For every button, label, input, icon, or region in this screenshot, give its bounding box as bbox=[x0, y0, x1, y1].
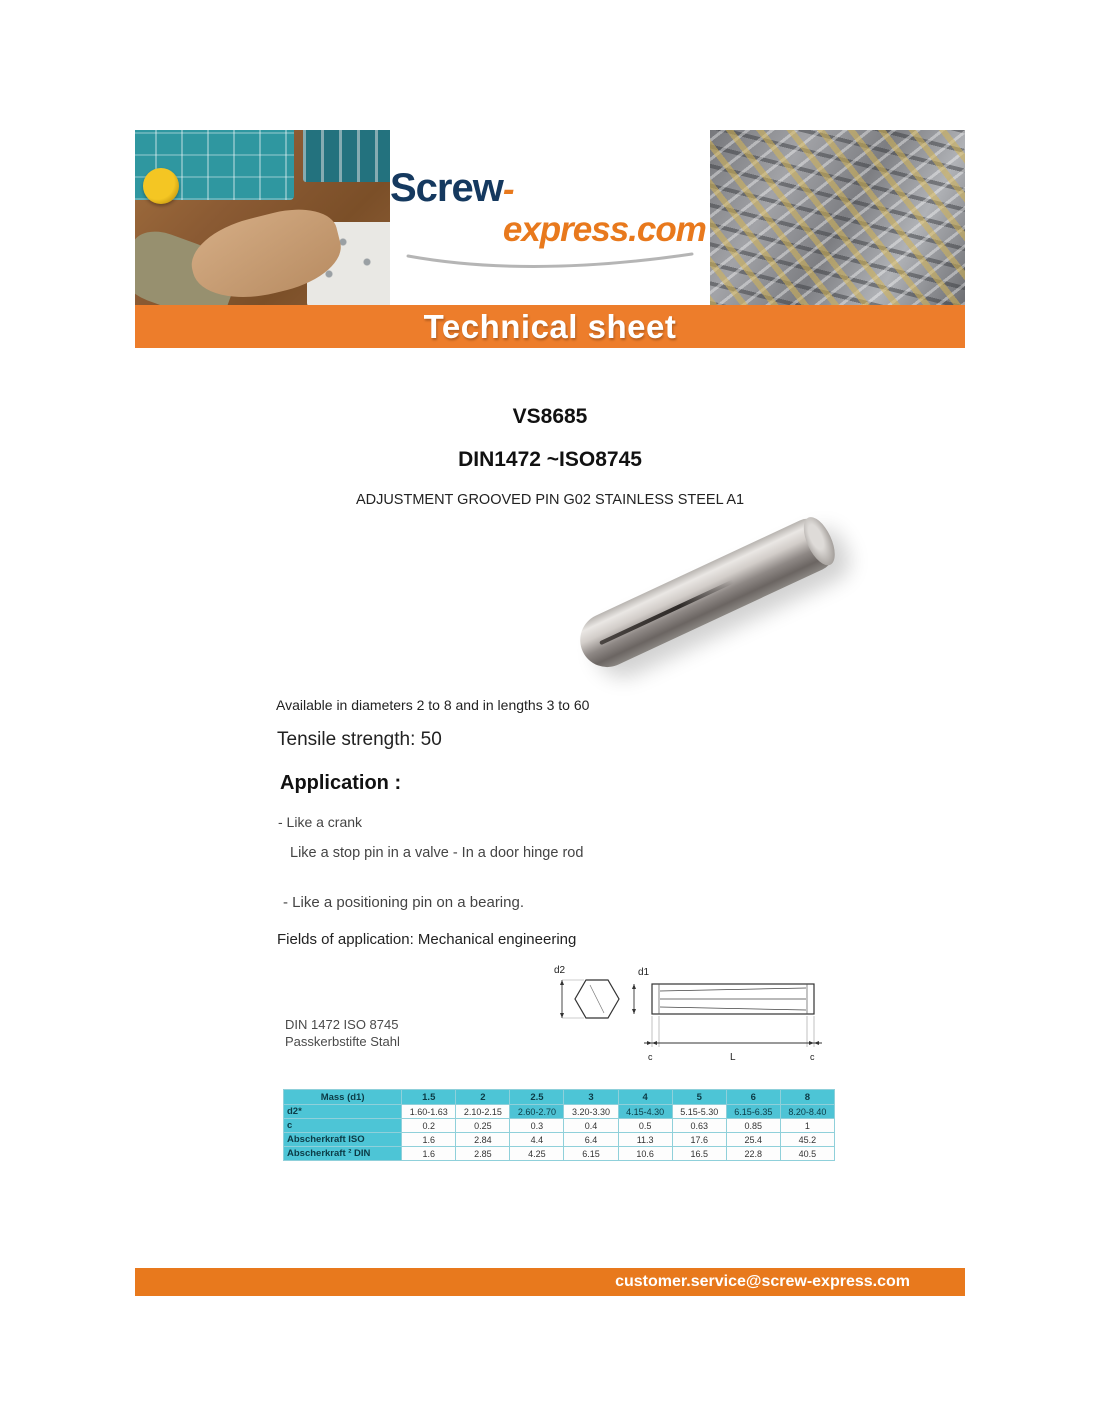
dim-label-d1: d1 bbox=[638, 967, 650, 978]
table-cell: 0.63 bbox=[672, 1119, 726, 1133]
table-cell: 2.10-2.15 bbox=[456, 1105, 510, 1119]
table-cell: 6.15 bbox=[564, 1147, 618, 1161]
application-item: Like a stop pin in a valve - In a door hinge rod bbox=[290, 845, 584, 861]
dim-label-d2: d2 bbox=[554, 965, 566, 976]
table-cell: 2.60-2.70 bbox=[510, 1105, 564, 1119]
table-cell: 4.4 bbox=[510, 1133, 564, 1147]
table-cell: 2.84 bbox=[456, 1133, 510, 1147]
logo-swoosh bbox=[400, 252, 700, 270]
table-cell: 0.5 bbox=[618, 1119, 672, 1133]
pin-end-cap bbox=[797, 513, 841, 570]
brand-logo bbox=[390, 166, 710, 250]
table-cell: 4.15-4.30 bbox=[618, 1105, 672, 1119]
col-header: 2.5 bbox=[510, 1090, 564, 1105]
row-label: Abscherkraft ² DIN bbox=[284, 1147, 402, 1161]
header-band bbox=[135, 130, 965, 305]
photo-left-parts-box bbox=[303, 130, 390, 182]
technical-sheet-banner bbox=[135, 305, 965, 348]
col-header: 8 bbox=[780, 1090, 834, 1105]
table-row bbox=[284, 1119, 835, 1133]
availability-note: Available in diameters 2 to 8 and in lengths 3 to 60 bbox=[276, 697, 590, 713]
table-cell: 8.20-8.40 bbox=[780, 1105, 834, 1119]
product-photo bbox=[545, 505, 875, 685]
table-cell: 0.4 bbox=[564, 1119, 618, 1133]
table-cell: 6.15-6.35 bbox=[726, 1105, 780, 1119]
product-standard: DIN1472 ~ISO8745 bbox=[458, 448, 642, 471]
col-header: 2 bbox=[456, 1090, 510, 1105]
fields-of-application: Fields of application: Mechanical engineering bbox=[277, 931, 577, 948]
dim-label-c-right: c bbox=[810, 1052, 815, 1062]
table-cell: 3.20-3.30 bbox=[564, 1105, 618, 1119]
table-cell: 25.4 bbox=[726, 1133, 780, 1147]
table-cell: 1.60-1.63 bbox=[402, 1105, 456, 1119]
table-cell: 10.6 bbox=[618, 1147, 672, 1161]
technical-drawing bbox=[552, 963, 842, 1071]
table-cell: 17.6 bbox=[672, 1133, 726, 1147]
brand-logo-primary: Screw bbox=[390, 165, 503, 210]
row-label: Abscherkraft ISO bbox=[284, 1133, 402, 1147]
table-cell: 0.2 bbox=[402, 1119, 456, 1133]
row-label: d2* bbox=[284, 1105, 402, 1119]
row-label: c bbox=[284, 1119, 402, 1133]
table-cell: 0.3 bbox=[510, 1119, 564, 1133]
table-cell: 1.6 bbox=[402, 1133, 456, 1147]
pin-groove bbox=[599, 580, 734, 646]
application-item: - Like a positioning pin on a bearing. bbox=[283, 894, 524, 911]
table-row bbox=[284, 1105, 835, 1119]
banner-title: Technical sheet bbox=[423, 307, 677, 345]
drawing-caption-line1: DIN 1472 ISO 8745 bbox=[285, 1017, 399, 1032]
table-cell: 0.25 bbox=[456, 1119, 510, 1133]
tensile-strength: Tensile strength: 50 bbox=[277, 729, 442, 750]
col-header: 1.5 bbox=[402, 1090, 456, 1105]
col-header: 5 bbox=[672, 1090, 726, 1105]
col-header: 4 bbox=[618, 1090, 672, 1105]
col-header: 6 bbox=[726, 1090, 780, 1105]
footer-email: customer.service@screw-express.com bbox=[615, 1273, 910, 1290]
spec-table-header-row bbox=[284, 1090, 835, 1105]
table-cell: 5.15-5.30 bbox=[672, 1105, 726, 1119]
drawing-caption bbox=[285, 1016, 400, 1050]
table-cell: 1.6 bbox=[402, 1147, 456, 1161]
header-logo-area bbox=[390, 130, 710, 305]
table-cell: 4.25 bbox=[510, 1147, 564, 1161]
footer-bar bbox=[135, 1268, 965, 1296]
dim-label-L: L bbox=[730, 1052, 736, 1063]
header-photo-right bbox=[710, 130, 965, 305]
table-cell: 11.3 bbox=[618, 1133, 672, 1147]
product-name: ADJUSTMENT GROOVED PIN G02 STAINLESS STEEL A1 bbox=[355, 492, 745, 508]
col-header: Mass (d1) bbox=[284, 1090, 402, 1105]
brand-logo-suffix: -express.com bbox=[502, 169, 706, 249]
dim-label-c-left: c bbox=[648, 1052, 653, 1062]
product-code: VS8685 bbox=[512, 405, 588, 428]
photo-left-tape-measure bbox=[143, 168, 179, 204]
table-cell: 0.85 bbox=[726, 1119, 780, 1133]
table-cell: 16.5 bbox=[672, 1147, 726, 1161]
application-heading: Application : bbox=[280, 772, 402, 794]
title-block bbox=[0, 405, 1100, 508]
header-photo-left bbox=[135, 130, 390, 305]
table-row bbox=[284, 1133, 835, 1147]
drawing-caption-line2: Passkerbstifte Stahl bbox=[285, 1034, 400, 1049]
application-item: - Like a crank bbox=[278, 814, 363, 830]
spec-table bbox=[283, 1089, 835, 1161]
table-cell: 2.85 bbox=[456, 1147, 510, 1161]
grooved-pin-image bbox=[571, 512, 840, 676]
table-cell: 22.8 bbox=[726, 1147, 780, 1161]
table-cell: 6.4 bbox=[564, 1133, 618, 1147]
table-cell: 45.2 bbox=[780, 1133, 834, 1147]
col-header: 3 bbox=[564, 1090, 618, 1105]
table-cell: 40.5 bbox=[780, 1147, 834, 1161]
table-cell: 1 bbox=[780, 1119, 834, 1133]
table-row bbox=[284, 1147, 835, 1161]
